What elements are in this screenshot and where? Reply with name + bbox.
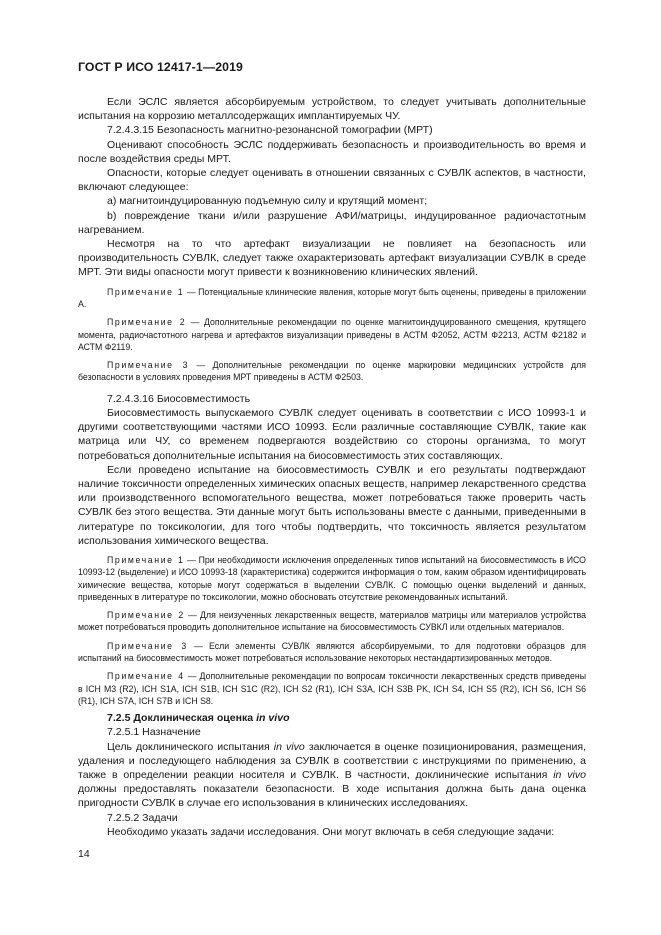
paragraph-mri-assessment: Оценивают способность ЭСЛС поддерживать безопасность и производительность во время и после воздействия среды МРТ.: [78, 138, 586, 165]
page-body: [78, 95, 586, 839]
paragraph-absorbable: Если ЭСЛС является абсорбируемым устройством, то следует учитывать дополнительные испытания на коррозию металлсодержащих имплантируемых ЧУ.: [78, 96, 586, 123]
purpose-text-a: Цель доклинического испытания: [107, 740, 274, 753]
list-item-a: a) магнитоиндуцированную подъемную силу и крутящий момент;: [107, 195, 428, 208]
paragraph-toxicity: Если проведено испытание на биосовместимость СУВЛК и его результаты подтверждают наличие токсичности определенных химических опасных веществ, например лекарственного средства или производственного вспомогательного вещества, может потребоваться также проверить часть СУВЛК без этого вещества. Эти данные могут быть использованы вместе с данными, приведенными в литературе по токсикологии, для того чтобы подтвердить, что токсичность является результатом использования химического вещества.: [78, 463, 586, 547]
clause-title-biocompatibility: 7.2.4.3.16 Биосовместимость: [107, 392, 251, 405]
note-text: — Если элементы СУВЛК являются абсорбируемыми, то для подготовки образцов для испытаний на биосовместимость может потребоваться использование некоторых нестандартизированных методов.: [78, 640, 586, 664]
note-text: — Потенциальные клинические явления, которые могут быть оценены, приведены в приложении А.: [78, 286, 586, 309]
purpose-italic-2: in vivo: [553, 769, 586, 782]
paragraph-artifact: Несмотря на то что артефакт визуализации не повлияет на безопасность или производительность СУВЛК, следует также охарактеризовать артефакт визуализации СУВЛК в среде МРТ. Эти виды опасности могут привести к возникновению клинических явлений.: [78, 238, 586, 279]
note-1-mri: [78, 286, 586, 311]
clause-title-objectives: 7.2.5.2 Задачи: [107, 811, 178, 824]
note-3-bio: [78, 640, 586, 665]
note-label: Примечание 3: [107, 360, 190, 371]
note-text: — Дополнительные рекомендации по оценке магнитоиндуцированного смещения, крутящего момента, радиочастотного нагрева и артефактов визуализации приведены в АСТМ Ф2052, АСТМ Ф2213, АСТМ Ф2182 и АСТМ Ф2119.: [78, 317, 586, 352]
note-4-bio: [78, 670, 586, 707]
note-2-mri: [78, 316, 586, 353]
note-label: Примечание 2: [107, 610, 185, 621]
paragraph-hazards: Опасности, которые следует оценивать в отношении связанных с СУВЛК аспектов, в частности, включают следующее:: [78, 167, 586, 194]
note-label: Примечание 1: [107, 554, 185, 565]
purpose-italic-1: in vivo: [273, 740, 305, 753]
note-text: — При необходимости исключения определенных типов испытаний на биосовместимость в ИСО 10993-12 (выделение) и ИСО 10993-18 (характеристика) содержится информация о том, каким образом идентифицировать химические вещества, которые могут содержаться в выделении СУВЛК. С помощью оценки выделений и данных, приведенных в литературе по токсикологии, можно обосновать отсутствие рекомендованных испытаний.: [78, 554, 586, 602]
section-title-text: 7.2.5 Доклиническая оценка: [107, 712, 257, 725]
note-text: — Для неизученных лекарственных веществ, материалов матрицы или материалов устройства может потребоваться проводить дополнительное испытание на биосовместимость СУВКЛ или отдельных материалов.: [78, 610, 586, 633]
note-2-bio: [78, 609, 586, 634]
clause-title-purpose: 7.2.5.1 Назначение: [107, 726, 201, 739]
section-title-preclinical: [78, 711, 586, 725]
note-1-bio: [78, 554, 586, 603]
page-number: 14: [78, 848, 90, 860]
document-header: ГОСТ Р ИСО 12417-1—2019: [78, 60, 243, 74]
note-text: — Дополнительные рекомендации по оценке маркировки медицинских устройств для безопасности в условиях проведения МРТ приведены в АСТМ Ф2503.: [78, 360, 586, 383]
note-label: Примечание 2: [107, 317, 187, 328]
paragraph-purpose: [78, 740, 586, 811]
paragraph-biocompatibility: Биосовместимость выпускаемого СУВЛК следует оценивать в соответствии с ИСО 10993-1 и другими соответствующими частями ИСО 10993. Если различные составляющие СУВЛК, такие как матрица или ЧУ, со временем подвергаются воздействию со стороны организма, то могут потребоваться дополнительные испытания на биосовместимость этих составляющих.: [78, 406, 586, 462]
purpose-text-c: должны предоставлять показатели безопасности. В ходе испытания должна быть дана оценка пригодности СУВЛК в случае его использования в клинических исследованиях.: [78, 783, 586, 810]
note-3-mri: [78, 359, 586, 384]
note-label: Примечание 4: [107, 671, 185, 682]
paragraph-objectives: Необходимо указать задачи исследования. Они могут включать в себя следующие задачи:: [107, 825, 555, 838]
section-title-italic: in vivo: [256, 712, 290, 725]
clause-title-mri-safety: 7.2.4.3.15 Безопасность магнитно-резонансной томографии (МРТ): [107, 124, 433, 137]
purpose-text-b: заключается в оценке позиционирования, размещения, удаления и последующего наблюдения за СУВЛК в соответствии с инструкциями по применению, а также в определении реакции носителя и СУВЛК. В частности, доклинические испытания: [78, 740, 586, 782]
note-text: — Дополнительные рекомендации по вопросам токсичности лекарственных средств приведены в ICH M3 (R2), ICH S1A, ICH S1B, ICH S1C (R2), ICH S2 (R1), ICH S3A, ICH S3B PK, ICH S4, ICH S5 (R2), ICH S6, ICH S6 (R1), ICH S7A, ICH S7B и ICH S8.: [78, 671, 586, 706]
note-label: Примечание 3: [107, 640, 188, 651]
list-item-b: b) повреждение ткани и/или разрушение АФИ/матрицы, индуцированное радиочастотным нагреванием.: [78, 209, 586, 236]
note-label: Примечание 1: [107, 286, 185, 297]
